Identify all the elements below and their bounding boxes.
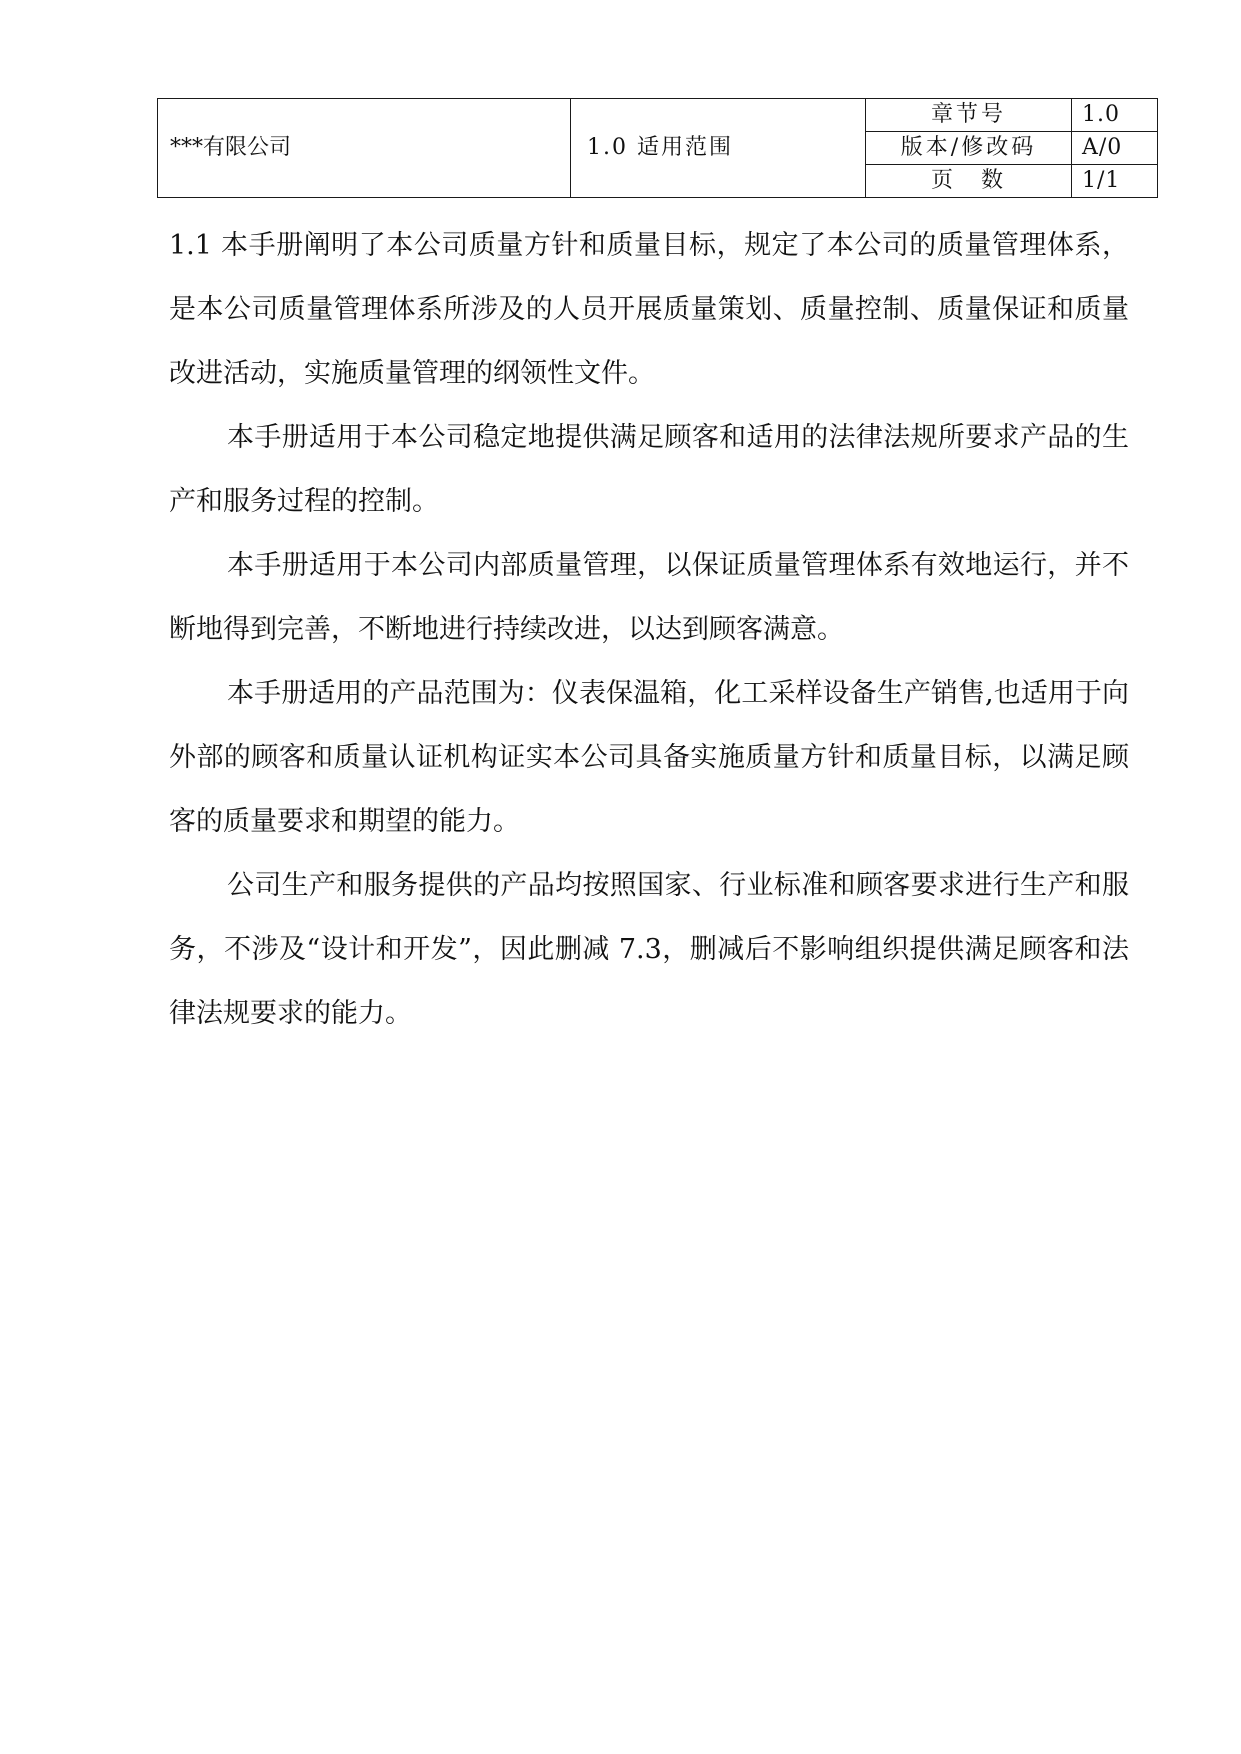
company-name: ***有限公司 <box>158 99 571 198</box>
paragraph-product-range: 本手册适用的产品范围为：仪表保温箱，化工采样设备生产销售,也适用于向外部的顾客和质量认证机构证实本公司具备实施质量方针和质量目标，以满足顾客的质量要求和期望的能力。 <box>169 678 1129 837</box>
page-count-value: 1/1 <box>1072 165 1158 198</box>
page-count-label: 页 数 <box>866 165 1072 198</box>
section-title: 1.0 适用范围 <box>571 99 866 198</box>
header-row <box>158 99 1158 132</box>
paragraph-internal-management: 本手册适用于本公司内部质量管理，以保证质量管理体系有效地运行，并不断地得到完善，不断地进行持续改进，以达到顾客满意。 <box>169 550 1129 645</box>
paragraph-exclusion: 公司生产和服务提供的产品均按照国家、行业标准和顾客要求进行生产和服务，不涉及“设计和开发”，因此删减 7.3，删减后不影响组织提供满足顾客和法律法规要求的能力。 <box>169 870 1129 1029</box>
document-body <box>169 214 1129 1046</box>
chapter-number-label: 章节号 <box>866 99 1072 132</box>
paragraph-scope-intro: 1.1 本手册阐明了本公司质量方针和质量目标，规定了本公司的质量管理体系，是本公司质量管理体系所涉及的人员开展质量策划、质量控制、质量保证和质量改进活动，实施质量管理的纲领性文件。 <box>169 230 1129 389</box>
revision-label: 版本/修改码 <box>866 132 1072 165</box>
paragraph-product-control: 本手册适用于本公司稳定地提供满足顾客和适用的法律法规所要求产品的生产和服务过程的控制。 <box>169 422 1129 517</box>
revision-value: A/0 <box>1072 132 1158 165</box>
chapter-number-value: 1.0 <box>1072 99 1158 132</box>
document-header-table <box>157 98 1158 198</box>
